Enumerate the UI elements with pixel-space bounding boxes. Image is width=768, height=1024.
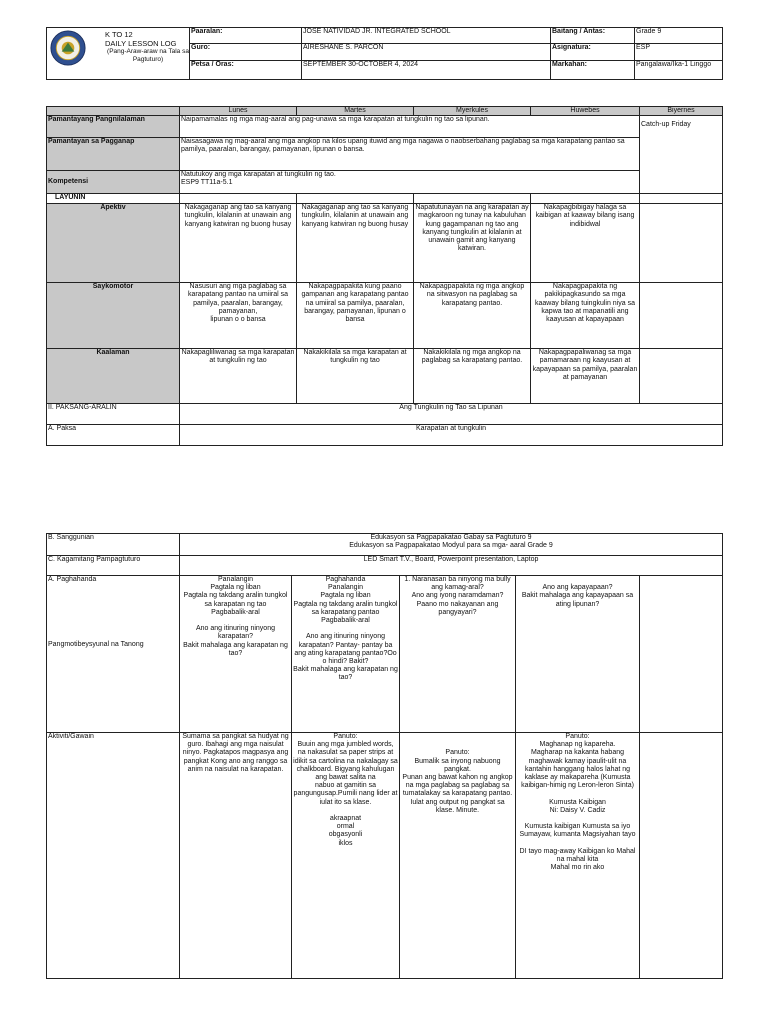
kaalaman-huwebes: Nakapagpapaliwanag sa mga pamamaraan ng kaayusan at kapayapaan sa pamilya, paaralan at pamayanan [531, 349, 640, 404]
catch-up-friday: Catch-up Friday [640, 116, 723, 194]
paghahanda-huwebes: Ano ang kapayapaan? Bakit mahalaga ang kapayapaan sa ating lipunan? [516, 576, 640, 733]
paksa-text: Karapatan at tungkulin [180, 425, 723, 446]
saykomotor-martes: Nakapagpapakita kung paano gampanan ang karapatang pantao na umiiral sa pamilya, paaralan, barangay, pamayanan, lipunan o bansa [297, 283, 414, 349]
paksang-aralin-text: Ang Tungkulin ng Tao sa Lipunan [180, 404, 723, 425]
apektiv-huwebes: Nakapagbibigay halaga sa kaibigan at kaaway bilang isang indibidwal [531, 204, 640, 283]
paghahanda-myerkules: 1. Naranasan ba ninyong ma bully ang kamag-aral? Ano ang iyong naramdaman? Paano mo nakayanan ang pangyayari? [400, 576, 516, 733]
saykomotor-biyernes [640, 283, 723, 349]
teacher-value: AIRESHANE S. PARCON [302, 44, 551, 61]
logo-cell [47, 28, 190, 80]
kompetensi-label: Kompetensi [47, 171, 180, 194]
day-header-huwebes: Huwebes [531, 107, 640, 116]
sanggunian-line1: Edukasyon sa Pagpapakatao Gabay sa Pagtuturo 9 [370, 534, 532, 541]
grade-value: Grade 9 [635, 28, 723, 44]
paghahanda-label-cell [47, 576, 180, 733]
date-label: Petsa / Oras: [190, 61, 302, 80]
aktiviti-martes: Panuto: Buuin ang mga jumbled words, na nakasulat sa paper strips at idikit sa cartolina na nakalagay sa chalkboard. Bigyang kahulugan ang bawat salita na nabuo at gamitin sa pangungusap.Pumili nang lider at iulat ito sa klase. akraapnat ormal obgasyonli iklos [292, 733, 400, 979]
kaalaman-label: Kaalaman [47, 349, 180, 404]
dll-title-line3: (Pang-Araw-araw na Tala sa Pagtuturo) [107, 48, 189, 63]
pamantayan-pagganap-text: Naisasagawa ng mag-aaral ang mga angkop na kilos upang ituwid ang mga nagawa o naobserbahang paglabag sa mga karapatang pantao sa pamilya, paaralan, barangay, pamayanan, lipunan o bansa. [180, 138, 640, 171]
teacher-label: Guro: [190, 44, 302, 61]
layunin-cell [531, 194, 640, 204]
apektiv-label: Apektiv [47, 204, 180, 283]
kaalaman-myerkules: Nakakikilala ng mga angkop na paglabag sa karapatang pantao. [414, 349, 531, 404]
day-header-martes: Martes [297, 107, 414, 116]
school-label: Paaralan: [190, 28, 302, 44]
layunin-cell [180, 194, 297, 204]
corner-cell [47, 107, 180, 116]
saykomotor-myerkules: Nakapagpapakita ng mga angkop na sitwasyon na paglabag sa karapatang pantao. [414, 283, 531, 349]
apektiv-lunes: Nakagaganap ang tao sa kanyang tungkulin, kilalanin at unawain ang kanyang katwiran ng buong husay [180, 204, 297, 283]
paghahanda-label: A. Paghahanda [48, 576, 97, 583]
sanggunian-label: B. Sanggunian [47, 534, 180, 556]
aktiviti-huwebes: Panuto: Maghanap ng kapareha. Magharap na kakanta habang maghawak kamay ipaulit-ulit na kantahin hanggang halos lahat ng kaklase ay makapareha (Kumusta kaibigan-himig ng Leron-leron Sinta) Kumusta Kaibigan Ni: Daisy V. Cadiz Kumusta kaibigan Kumusta sa iyo Sumayaw, kumanta Magsiyahan tayo DI tayo mag-away Kaibigan ko Mahal na mahal kita Mahal mo rin ako [516, 733, 640, 979]
lesson-log-table-page2 [46, 533, 723, 979]
dll-title-line2: DAILY LESSON LOG [105, 39, 177, 48]
deped-seal-icon [50, 30, 86, 66]
layunin-label: LAYUNIN [47, 194, 180, 204]
apektiv-myerkules: Napatutunayan na ang karapatan ay magkaroon ng tunay na kabuluhan kung gagampanan ng tao ang kanyang tungkulin at kilalanin at unawain gamit ang kanyang katwiran. [414, 204, 531, 283]
lesson-log-table [46, 106, 723, 446]
paghahanda-biyernes [640, 576, 723, 733]
grade-label: Baitang / Antas: [551, 28, 635, 44]
kagamitang-text: LED Smart T.V., Board, Powerpoint presentation, Laptop [180, 556, 723, 576]
subject-value: ESP [635, 44, 723, 61]
pamantayang-pangnilalaman-text: Naipamamalas ng mga mag-aaral ang pag-unawa sa mga karapatan at tungkulin ng tao sa lipunan. [180, 116, 640, 138]
day-header-biyernes: Biyernes [640, 107, 723, 116]
sanggunian-text [180, 534, 723, 556]
aktiviti-biyernes [640, 733, 723, 979]
layunin-cell [640, 194, 723, 204]
aktiviti-lunes: Sumama sa pangkat sa hudyat ng guro. Ibahagi ang mga naisulat ninyo. Pagkatapos magpasya ang pangkat Kong ano ang ranggo sa anim na naisulat na karapatan. [180, 733, 292, 979]
apektiv-biyernes [640, 204, 723, 283]
date-value: SEPTEMBER 30-OCTOBER 4, 2024 [302, 61, 551, 80]
school-value: JOSE NATIVIDAD JR. INTEGRATED SCHOOL [302, 28, 551, 44]
apektiv-martes: Nakagaganap ang tao sa kanyang tungkulin, kilalanin at unawain ang kanyang katwiran ng buong husay [297, 204, 414, 283]
saykomotor-lunes: Nasusuri ang mga paglabag sa karapatang pantao na umiiral sa pamilya, paaralan, barangay, pamayanan, lipunan o o bansa [180, 283, 297, 349]
kompetensi-text: Natutukoy ang mga karapatan at tungkulin ng tao. ESP9 TT11a-5.1 [180, 171, 640, 194]
pamantayan-pagganap-label: Pamantayan sa Pagganap [47, 138, 180, 171]
day-header-lunes: Lunes [180, 107, 297, 116]
kaalaman-martes: Nakakikilala sa mga karapatan at tungkulin ng tao [297, 349, 414, 404]
dll-title-line1: K TO 12 [105, 30, 133, 39]
paghahanda-martes: Paghahanda Panalangin Pagtala ng liban Pagtala ng takdang aralin tungkol sa karapatang pantao Pagbabalik-aral Ano ang itinuring ninyong karapatan? Pantay- pantay ba ang ating karapatang pantao?Oo o hindi? Bakit? Bakit mahalaga ang karapatan ng tao? [292, 576, 400, 733]
dll-title-block [105, 30, 190, 64]
paghahanda-lunes: Panalangin Pagtala ng liban Pagtala ng takdang aralin tungkol sa karapatan ng tao Pagbabalik-aral Ano ang itinuring ninyong karapatan? Bakit mahalaga ang karapatan ng tao? [180, 576, 292, 733]
header-table [46, 27, 723, 80]
kaalaman-biyernes [640, 349, 723, 404]
layunin-cell [297, 194, 414, 204]
paksa-label: A. Paksa [47, 425, 180, 446]
quarter-value: Pangalawa/Ika-1 Linggo [635, 61, 723, 80]
paksang-aralin-label: II. PAKSANG-ARALIN [47, 404, 180, 425]
sanggunian-line2: Edukasyon sa Pagpapakatao Modyul para sa mga- aaral Grade 9 [349, 542, 553, 550]
pangmotibeysyunal-label: Pangmotibeysyunal na Tanong [48, 641, 144, 649]
day-header-myerkules: Myerkules [414, 107, 531, 116]
aktiviti-myerkules: Panuto: Bumalik sa inyong nabuong pangkat. Punan ang bawat kahon ng angkop na mga paglabag sa paglabag sa tumatalakay sa karapatang pantao. Iulat ang output ng pangkat sa klase. Minute. [400, 733, 516, 979]
saykomotor-label: Saykomotor [47, 283, 180, 349]
quarter-label: Markahan: [551, 61, 635, 80]
subject-label: Asignatura: [551, 44, 635, 61]
kaalaman-lunes: Nakapagliliwanag sa mga karapatan at tungkulin ng tao [180, 349, 297, 404]
aktiviti-label: Aktiviti/Gawain [47, 733, 180, 979]
kagamitang-label: C. Kagamitang Pampagtuturo [47, 556, 180, 576]
saykomotor-huwebes: Nakapagpapakita ng pakikipagkasundo sa mga kaaway bilang tuingkulin niya sa kapwa tao at mapanatili ang kaayusan at kapayapaan [531, 283, 640, 349]
pamantayang-pangnilalaman-label: Pamantayang Pangnilalaman [47, 116, 180, 138]
layunin-cell [414, 194, 531, 204]
